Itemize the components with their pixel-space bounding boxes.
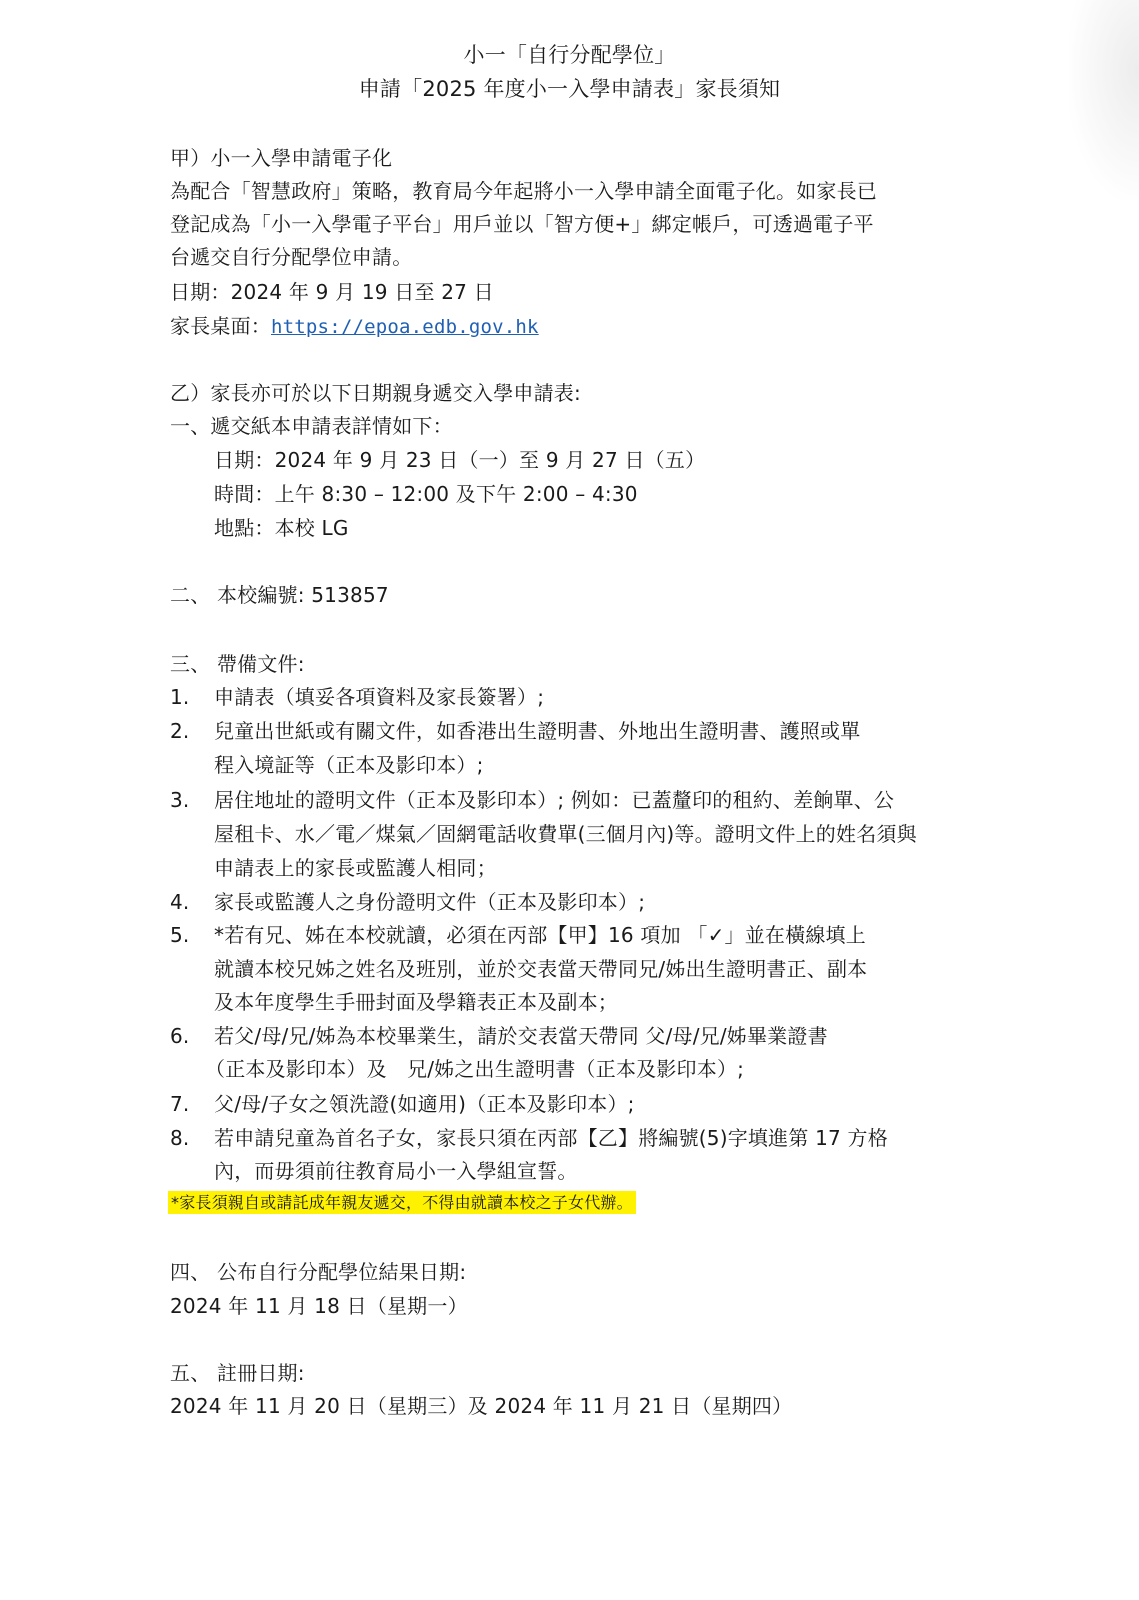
register-heading: 五、 註冊日期: (170, 1361, 305, 1385)
list-item (170, 1125, 888, 1151)
list-item-text: 家長或監護人之身份證明文件（正本及影印本）; (214, 890, 646, 914)
list-item (170, 1091, 635, 1117)
submission-venue: 地點：本校 LG (214, 516, 349, 540)
list-item-text: 居住地址的證明文件（正本及影印本）; 例如：已蓋釐印的租約、差餉單、公 (214, 788, 895, 812)
register-date: 2024 年 11 月 20 日（星期三）及 2024 年 11 月 21 日（星期四） (170, 1394, 793, 1418)
section-a-heading: 甲）小一入學申請電子化 (170, 146, 393, 170)
list-item-number: 2. (170, 719, 190, 743)
title-line-2: 申請「2025 年度小一入學申請表」家長須知 (358, 77, 781, 101)
highlighted-text: *家長須親自或請託成年親友遞交，不得由就讀本校之子女代辦。 (168, 1191, 636, 1214)
section-b-heading: 乙）家長亦可於以下日期親身遞交入學申請表: (170, 381, 581, 405)
list-item-text: 就讀本校兄姊之姓名及班別，並於交表當天帶同兄/姊出生證明書正、副本 (214, 957, 868, 981)
highlight-note (168, 1188, 636, 1216)
documents-heading: 三、 帶備文件: (170, 652, 305, 676)
list-item-text: 及本年度學生手冊封面及學籍表正本及副本； (214, 990, 618, 1014)
portal-link[interactable]: https://epoa.edb.gov.hk (271, 316, 539, 338)
section-a-para-line: 台遞交自行分配學位申請。 (170, 245, 413, 269)
list-item-number: 7. (170, 1092, 190, 1116)
portal-label: 家長桌面： (170, 314, 271, 338)
list-item-text: 父/母/子女之領洗證(如適用)（正本及影印本）; (214, 1092, 635, 1116)
list-item-text: 內，而毋須前往教育局小一入學組宣誓。 (214, 1159, 578, 1183)
list-item (170, 718, 860, 744)
list-item (170, 1023, 828, 1049)
list-item-number: 5. (170, 923, 190, 947)
list-item (170, 922, 866, 948)
results-date: 2024 年 11 月 18 日（星期一） (170, 1294, 468, 1318)
title-line-1: 小一「自行分配學位」 (463, 43, 676, 67)
submission-time: 時間：上午 8:30 – 12:00 及下午 2:00 – 4:30 (214, 482, 638, 506)
section-a-para-line: 登記成為「小一入學電子平台」用戶並以「智方便+」綁定帳戶，可透過電子平 (170, 212, 874, 236)
submission-date: 日期：2024 年 9 月 23 日（一）至 9 月 27 日（五） (214, 448, 706, 472)
list-item-number: 8. (170, 1126, 190, 1150)
submission-heading: 一、遞交紙本申請表詳情如下： (170, 414, 453, 438)
list-item-text: *若有兄、姊在本校就讀，必須在丙部【甲】16 項加 「✓」並在橫線填上 (214, 923, 866, 947)
list-item-text: 兒童出世紙或有關文件，如香港出生證明書、外地出生證明書、護照或單 (214, 719, 861, 743)
list-item-text: （正本及影印本）及 兄/姊之出生證明書（正本及影印本）; (205, 1057, 745, 1081)
results-heading: 四、 公布自行分配學位結果日期: (170, 1260, 467, 1284)
list-item-number: 3. (170, 788, 190, 812)
list-item-number: 1. (170, 685, 190, 709)
list-item-text: 程入境証等（正本及影印本）; (214, 753, 484, 777)
list-item-text: 屋租卡、水／電／煤氣／固網電話收費單(三個月內)等。證明文件上的姓名須與 (214, 822, 917, 846)
list-item-text: 申請表（填妥各項資料及家長簽署）; (214, 685, 545, 709)
portal-line (170, 313, 539, 340)
section-a-date: 日期：2024 年 9 月 19 日至 27 日 (170, 280, 494, 304)
list-item-number: 4. (170, 890, 190, 914)
list-item-text: 若父/母/兄/姊為本校畢業生，請於交表當天帶同 父/母/兄/姊畢業證書 (214, 1024, 828, 1048)
list-item (170, 684, 544, 710)
section-a-para-line: 為配合「智慧政府」策略，教育局今年起將小一入學申請全面電子化。如家長已 (170, 179, 877, 203)
list-item-text: 若申請兒童為首名子女，家長只須在丙部【乙】將編號(5)字填進第 17 方格 (214, 1126, 888, 1150)
school-number: 二、 本校編號: 513857 (170, 583, 389, 607)
list-item (170, 889, 645, 915)
list-item-number: 6. (170, 1024, 190, 1048)
list-item-text: 申請表上的家長或監護人相同； (214, 856, 497, 880)
list-item (170, 787, 894, 813)
